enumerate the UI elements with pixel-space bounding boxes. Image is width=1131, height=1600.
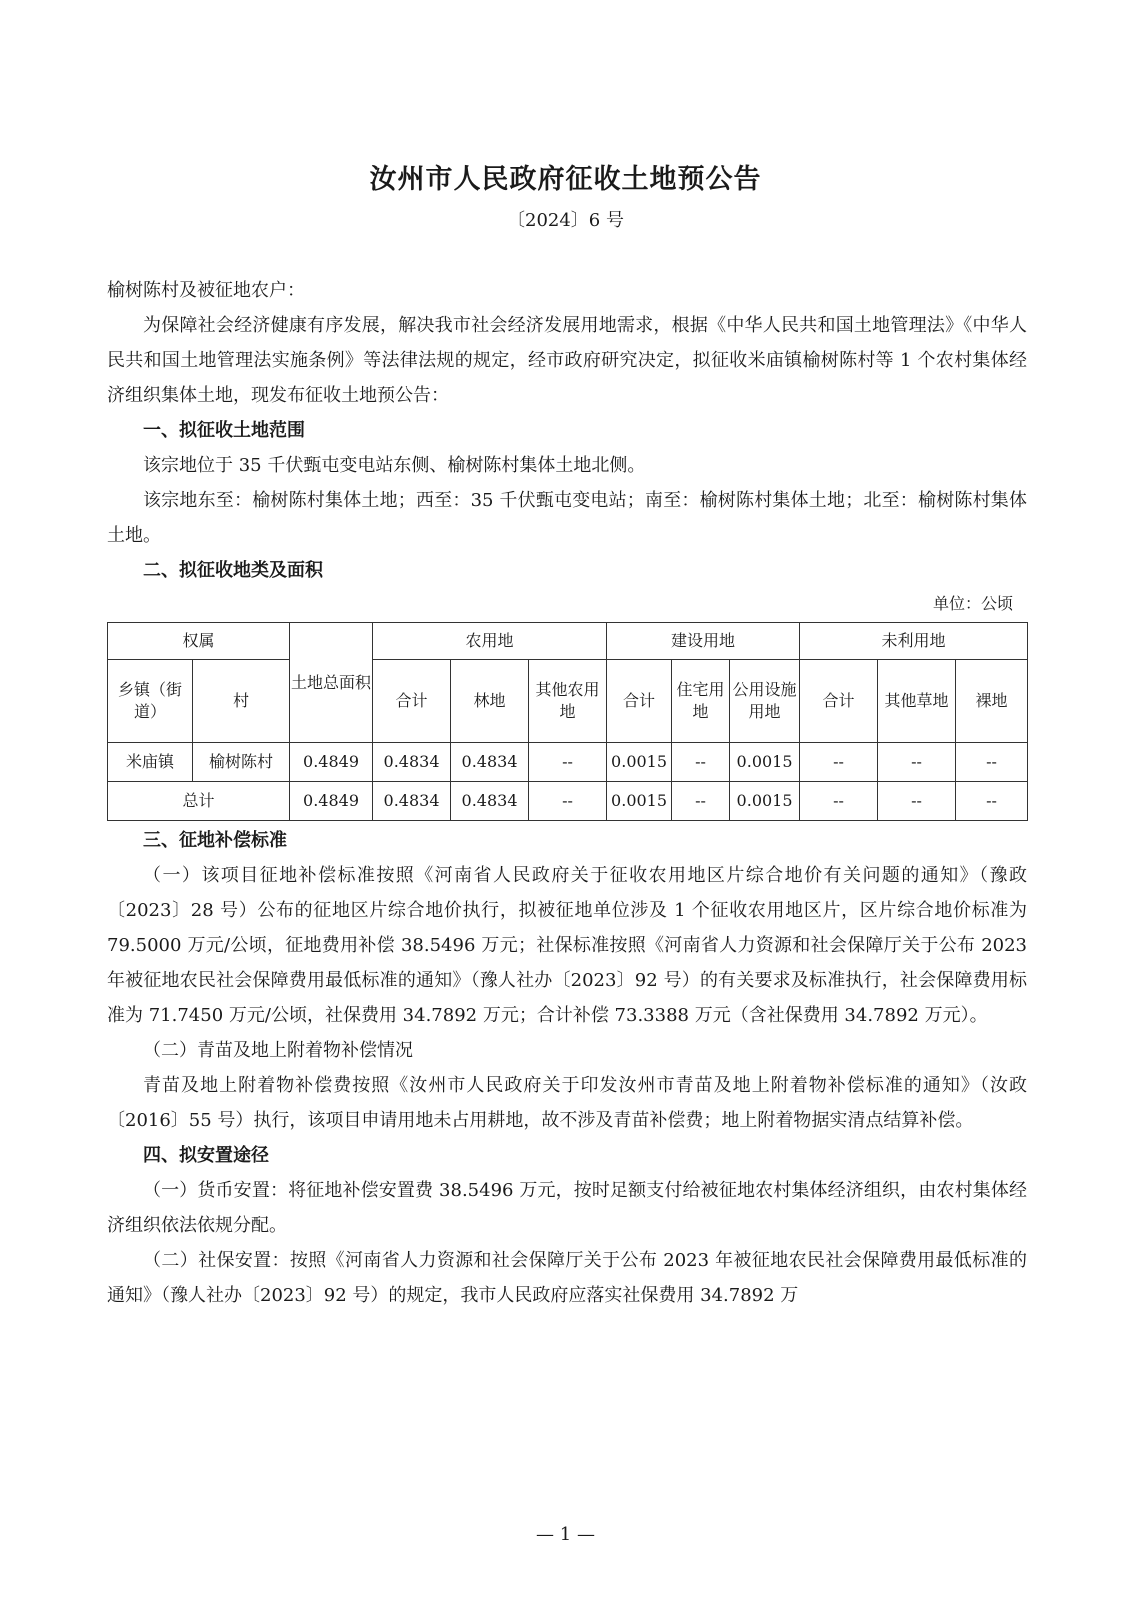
header-total-area: 土地总面积 bbox=[290, 623, 373, 743]
header-unused-land: 未利用地 bbox=[800, 623, 1028, 660]
header-bare-land: 裸地 bbox=[956, 660, 1028, 743]
header-ownership: 权属 bbox=[108, 623, 290, 660]
header-other-agri: 其他农用地 bbox=[529, 660, 607, 743]
cell-forest: 0.4834 bbox=[451, 782, 529, 821]
document-number: 〔2024〕6 号 bbox=[507, 210, 624, 231]
section3-crops-compensation: 青苗及地上附着物补偿费按照《汝州市人民政府关于印发汝州市青苗及地上附着物补偿标准的通知》（汝政〔2016〕55 号）执行，该项目申请用地未占用耕地，故不涉及青苗补偿费；地上附着物据实清点结算补偿。 bbox=[107, 1075, 1027, 1131]
table-total-row bbox=[108, 782, 1028, 821]
header-agri-subtotal: 合计 bbox=[373, 660, 451, 743]
addressee: 榆树陈村及被征地农户： bbox=[107, 280, 305, 301]
cell-public-facilities: 0.0015 bbox=[730, 782, 800, 821]
header-con-subtotal: 合计 bbox=[607, 660, 672, 743]
header-unused-subtotal: 合计 bbox=[800, 660, 878, 743]
section1-boundaries: 该宗地东至：榆树陈村集体土地；西至：35 千伏甄屯变电站；南至：榆树陈村集体土地；北至：榆树陈村集体土地。 bbox=[107, 490, 1027, 546]
land-area-table bbox=[107, 622, 1028, 821]
cell-other-agri: -- bbox=[529, 743, 607, 782]
cell-other-grass: -- bbox=[878, 782, 956, 821]
section3-compensation-standard: （一）该项目征地补偿标准按照《河南省人民政府关于征收农用地区片综合地价有关问题的通知》（豫政〔2023〕28 号）公布的征地区片综合地价执行，拟被征地单位涉及 1 个征收农用地区片，区片综合地价标准为 79.5000 万元/公顷，征地费用补偿 38.5496 万元；社保标准按照《河南省人力资源和社会保障厅关于公布 2023 年被征地农民社会保障费用最低标准的通知》（豫人社办〔2023〕92 号）的有关要求及标准执行，社会保障费用标准为 71.7450 万元/公顷，社保费用 34.7892 万元；合计补偿 73.3388 万元（含社保费用 34.7892 万元）。 bbox=[107, 865, 1027, 1026]
section4-social-security-resettlement: （二）社保安置：按照《河南省人力资源和社会保障厅关于公布 2023 年被征地农民社会保障费用最低标准的通知》（豫人社办〔2023〕92 号）的规定，我市人民政府应落实社保费用 34.7892 万 bbox=[107, 1250, 1027, 1306]
table-header-row-2 bbox=[108, 660, 1028, 743]
cell-total-label: 总计 bbox=[108, 782, 290, 821]
section4-monetary-resettlement: （一）货币安置：将征地补偿安置费 38.5496 万元，按时足额支付给被征地农村集体经济组织，由农村集体经济组织依法依规分配。 bbox=[107, 1180, 1027, 1236]
cell-unused-subtotal: -- bbox=[800, 782, 878, 821]
header-village: 村 bbox=[193, 660, 290, 743]
cell-bare-land: -- bbox=[956, 782, 1028, 821]
page-number: — 1 — bbox=[536, 1524, 595, 1545]
header-agricultural-land: 农用地 bbox=[373, 623, 607, 660]
cell-agri-subtotal: 0.4834 bbox=[373, 743, 451, 782]
intro-paragraph: 为保障社会经济健康有序发展，解决我市社会经济发展用地需求，根据《中华人民共和国土地管理法》《中华人民共和国土地管理法实施条例》等法律法规的规定，经市政府研究决定，拟征收米庙镇榆树陈村等 1 个农村集体经济组织集体土地，现发布征收土地预公告： bbox=[107, 315, 1027, 406]
cell-town: 米庙镇 bbox=[108, 743, 193, 782]
table-header-row-1 bbox=[108, 623, 1028, 660]
section3-subheading-crops: （二）青苗及地上附着物补偿情况 bbox=[143, 1040, 413, 1061]
section2-heading: 二、拟征收地类及面积 bbox=[143, 560, 323, 581]
cell-other-agri: -- bbox=[529, 782, 607, 821]
table-unit: 单位：公顷 bbox=[932, 594, 1013, 613]
cell-residential: -- bbox=[672, 782, 730, 821]
cell-unused-subtotal: -- bbox=[800, 743, 878, 782]
cell-bare-land: -- bbox=[956, 743, 1028, 782]
cell-public-facilities: 0.0015 bbox=[730, 743, 800, 782]
cell-agri-subtotal: 0.4834 bbox=[373, 782, 451, 821]
header-town: 乡镇（街道） bbox=[108, 660, 193, 743]
document-title: 汝州市人民政府征收土地预公告 bbox=[369, 164, 762, 195]
document-body bbox=[107, 273, 1027, 1313]
cell-residential: -- bbox=[672, 743, 730, 782]
cell-con-subtotal: 0.0015 bbox=[607, 782, 672, 821]
cell-village: 榆树陈村 bbox=[193, 743, 290, 782]
section3-heading: 三、征地补偿标准 bbox=[143, 830, 287, 851]
header-residential: 住宅用地 bbox=[672, 660, 730, 743]
table-row bbox=[108, 743, 1028, 782]
cell-other-grass: -- bbox=[878, 743, 956, 782]
header-other-grass: 其他草地 bbox=[878, 660, 956, 743]
section4-heading: 四、拟安置途径 bbox=[143, 1145, 269, 1166]
cell-forest: 0.4834 bbox=[451, 743, 529, 782]
header-construction-land: 建设用地 bbox=[607, 623, 800, 660]
cell-total-area: 0.4849 bbox=[290, 782, 373, 821]
header-forest: 林地 bbox=[451, 660, 529, 743]
section1-heading: 一、拟征收土地范围 bbox=[143, 420, 305, 441]
section1-location: 该宗地位于 35 千伏甄屯变电站东侧、榆树陈村集体土地北侧。 bbox=[143, 455, 646, 476]
header-public-facilities: 公用设施用地 bbox=[730, 660, 800, 743]
cell-total-area: 0.4849 bbox=[290, 743, 373, 782]
cell-con-subtotal: 0.0015 bbox=[607, 743, 672, 782]
